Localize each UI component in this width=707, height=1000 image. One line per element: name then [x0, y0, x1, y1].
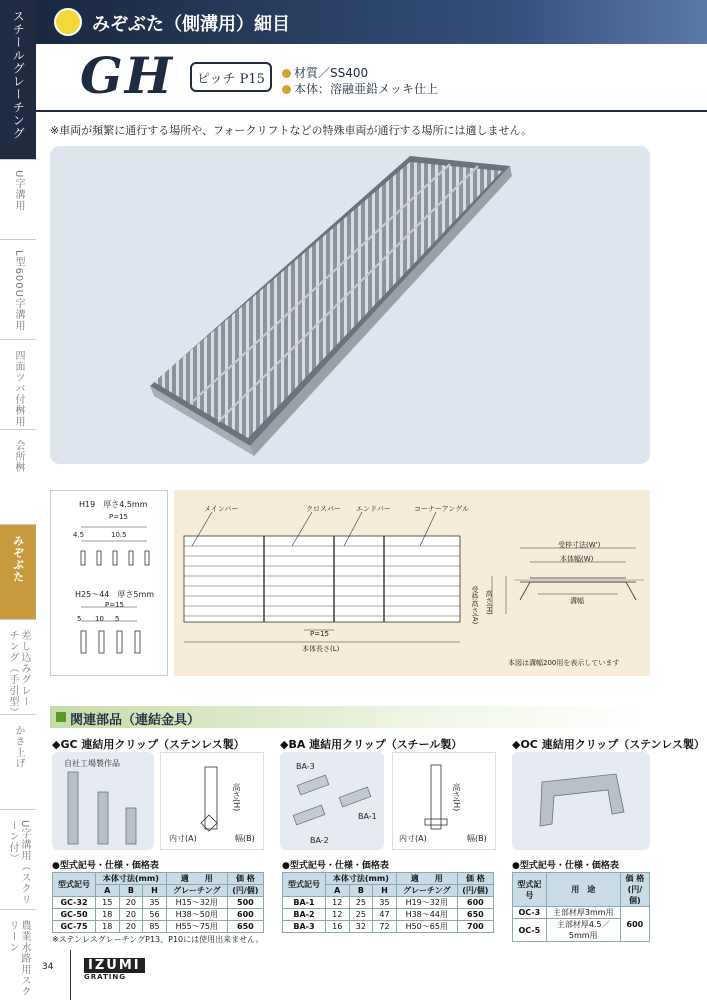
header-bar	[36, 0, 707, 44]
table-row: GC-50 18 20 56 H38〜50用 600	[53, 909, 264, 921]
ba-title: ◆BA 連結用クリップ（スチール製）	[280, 738, 463, 751]
oc-clip-image	[512, 752, 650, 850]
bar-section-diagram: H19 厚さ4.5mm P=15 4.5 10.5 H25〜44 厚さ5mm P=15 5 10 5	[50, 490, 168, 676]
footnote: ※ステンレスグレーチングP13、P10には使用出来ません。	[52, 935, 264, 944]
usage-note: ※車両が頻繁に通行する場所や、フォークリフトなどの特殊車両が通行する場所には適しません。	[50, 124, 533, 137]
spec-finish: 本体：溶融亜鉛メッキ仕上	[282, 80, 438, 97]
side-tab-insert-grating[interactable]: 差し込みグレーチング（手引型）	[0, 620, 36, 715]
gc-clip-image	[52, 752, 154, 850]
gc-title: ◆GC 連結用クリップ（ステンレス製）	[52, 738, 245, 751]
bullet-icon	[282, 69, 291, 78]
map-logo-icon	[54, 8, 82, 36]
ba-drawing: 高さ(H) 内寸(A) 幅(B)	[392, 752, 496, 850]
page-number: 34	[42, 962, 54, 972]
ba-table-title: ●型式記号・仕様・価格表	[282, 861, 389, 871]
grating-plan-drawing	[174, 490, 650, 676]
table-row: BA-2 12 25 47 H38〜44用 650	[283, 909, 494, 921]
side-tab-four-sided[interactable]: 四面ツバ付桝用	[0, 340, 36, 430]
bar-profile-drawing	[51, 491, 169, 677]
ba-photo: BA-3 BA-1 BA-2	[280, 752, 384, 850]
oc-table-title: ●型式記号・仕様・価格表	[512, 861, 619, 871]
divider	[70, 950, 71, 1000]
brand-logo: IZUMI GRATING	[84, 958, 145, 981]
side-tab-agri-screen[interactable]: 農業水路用スクリーン	[7, 920, 30, 997]
table-row: GC-32 15 20 35 H15〜32用 500	[53, 897, 264, 909]
oc-title: ◆OC 連結用クリップ（ステンレス製）	[512, 738, 705, 751]
gc-photo: 自社工場製作品	[52, 752, 154, 850]
oc-photo	[512, 752, 650, 850]
table-row: BA-3 16 32 72 H50〜65用 700	[283, 921, 494, 933]
table-row: OC-5 主部材厚4.5／5mm用	[513, 919, 650, 942]
side-tab-catch-basin[interactable]: 会所桝	[0, 430, 36, 525]
product-photo	[50, 146, 650, 464]
ba-spec-table: 型式記号 本体寸法(mm) 適 用 価 格 A B H グレーチング (円/個) BA-1 12 25 35 H19〜32用 600 BA-2 12 25 47 H38〜44用 650 BA-3 16 32 72 H50〜65用 700	[282, 872, 494, 933]
table-row: OC-3 主部材厚3mm用 600	[513, 907, 650, 919]
grating-image	[50, 146, 650, 464]
model-name: GH	[80, 46, 174, 105]
bullet-icon	[282, 85, 291, 94]
divider	[36, 110, 707, 112]
side-tab-raise[interactable]: かさ上げ	[0, 715, 36, 810]
related-parts-header: 関連部品（連結金具）	[50, 706, 650, 728]
technical-drawing: メインバー クロスバー エンドバー コーナーアングル P=15 本体長さ(L) 受枠寸法(W') 本体幅(W) 溝幅 受枠高さ(A) 高さ(H) 本図は溝幅200用を表示しています	[174, 490, 650, 676]
spec-material: 材質／SS400	[282, 64, 368, 81]
side-tab-u-ditch[interactable]: U字溝用	[0, 160, 36, 240]
gc-table-title: ●型式記号・仕様・価格表	[52, 861, 159, 871]
side-tab-l600[interactable]: L型600U字溝用	[0, 240, 36, 340]
oc-spec-table: 型式記号 用 途 価 格 (円/個) OC-3 主部材厚3mm用 600 OC-5 主部材厚4.5／5mm用	[512, 872, 650, 942]
gc-spec-table: 型式記号 本体寸法(mm) 適 用 価 格 A B H グレーチング (円/個) GC-32 15 20 35 H15〜32用 500 GC-50 18 20 56 H38〜50用 600 GC-75 18 20 85 H55〜75用 650	[52, 872, 264, 933]
side-navigation	[0, 0, 36, 1000]
table-row: BA-1 12 25 35 H19〜32用 600	[283, 897, 494, 909]
side-tab-steel-grating[interactable]: スチールグレーチング	[0, 0, 36, 160]
pitch-badge: ピッチ P15	[190, 62, 272, 92]
square-bullet-icon	[56, 712, 66, 722]
gc-drawing: 高さ(H) 内寸(A) 幅(B)	[160, 752, 264, 850]
page-title: みぞぶた（側溝用）細目	[92, 14, 290, 35]
side-tab-u-screen[interactable]: U字溝用（スクリーン付）	[0, 810, 36, 910]
table-row: GC-75 18 20 85 H55〜75用 650	[53, 921, 264, 933]
side-tab-mizobuta[interactable]: みぞぶた	[0, 525, 36, 620]
